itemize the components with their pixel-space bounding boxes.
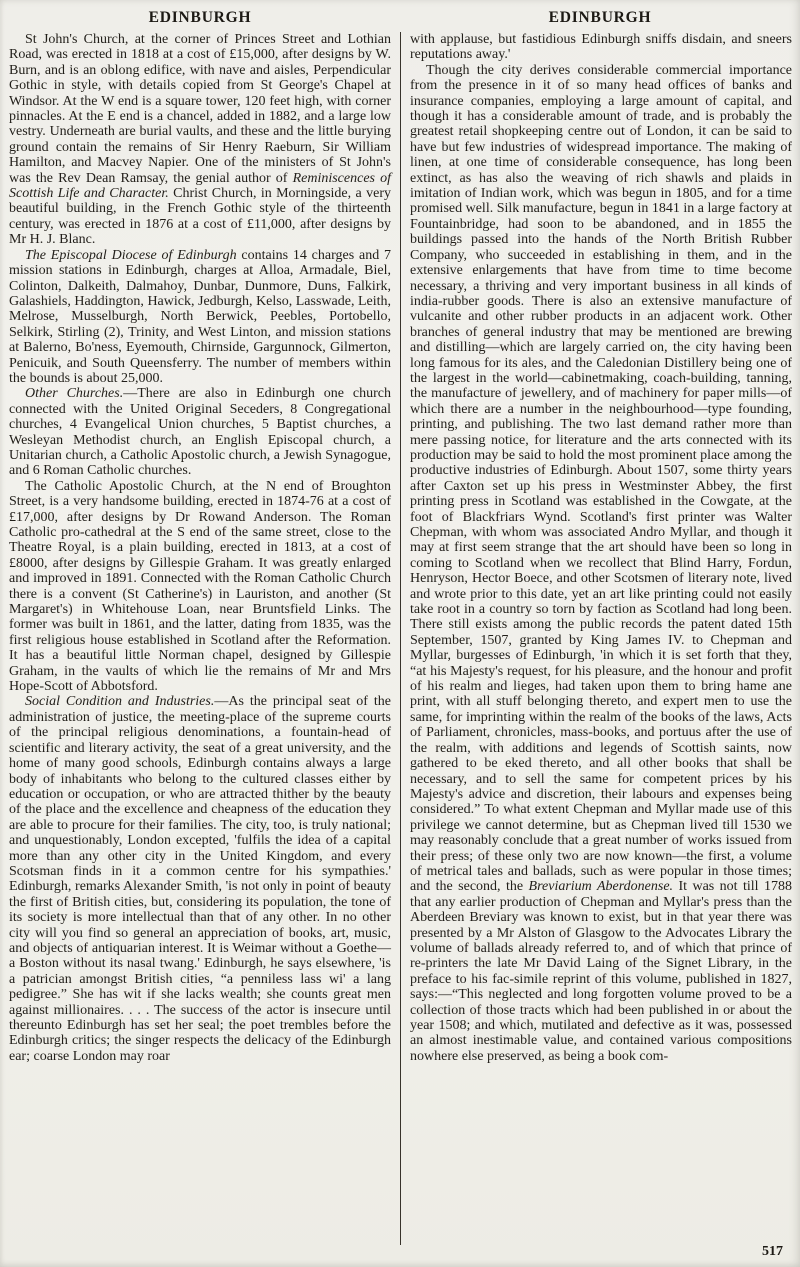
text-run: St John's Church, at the corner of Princes Street and Lothian Road, was erected in 1818 at a cost of £15,000, after designs by W. Burn, and is an oblong edifice, with nave and aisles, Perpendicular Gothic in style, with details copied from St George's Chapel at Windsor. At the W end is a square tower, 120 feet high, with corner pinnacles. At the E end is a chancel, added in 1882, and a large low vestry. Underneath are burial vaults, and these and the little burying ground contain the remains of Sir Henry Raeburn, Sir William Hamilton, and Macvey Napier. One of the ministers of St John's was the Rev Dean Ramsay, the genial author of — [9, 32, 391, 186]
paragraph — [410, 32, 792, 63]
running-head-right: EDINBURGH — [548, 9, 652, 26]
italic-phrase: The Episcopal Diocese of Edinburgh — [25, 247, 237, 263]
page-number: 517 — [762, 1244, 783, 1259]
paragraph — [9, 248, 391, 387]
paragraph — [9, 694, 391, 1064]
text-run: with applause, but fastidious Edinburgh sniffs disdain, and sneers reputations away.' — [410, 32, 792, 63]
text-run: Christ Church, in Morningside, a very beautiful building, in the French Gothic style of the thirteenth century, was erected in 1876 at a cost of £11,000, after designs by Mr H. J. Blanc. — [9, 186, 391, 248]
running-head-left: EDINBURGH — [148, 9, 252, 26]
text-run: Though the city derives considerable commercial importance from the presence in it of so many head offices of banks and insurance companies, employing a large amount of capital, and though it has a considerable amount of trade, and is probably the greatest retail shopkeeping centre out of London, it can be said to have but few industries of widespread importance. The making of linen, at one time of considerable consequence, has long been extinct, as has also the weaving of rich shawls and plaids in imitation of Indian work, which was begun in 1805, and for a time promised well. Silk manufacture, begun in 1841 in a large factory at Fountainbridge, had soon to be abandoned, and in 1855 the buildings passed into the hands of the North British Rubber Company, who succeeded in establishing in them, and in the extensive enlargements that have from time to time become necessary, a thriving and very important business in all kinds of india-rubber goods. There is also an extensive manufacture of vulcanite and other rubber products in an adjacent work. Other branches of general industry that may be mentioned are brewing and distilling—which are largely carried on, the city having been long famous for its ales, and the Caledonian Distillery being one of the largest in the world—cabinetmaking, coach-building, tanning, the manufacture of jewellery, and of machinery for paper mills—of which there are a number in the neighbourhood—type founding, printing, and publishing. The two last demand rather more than mere passing notice, for literature and the arts connected with its production may be said to hold the most prominent place among the productive industries of Edinburgh. About 1507, some thirty years after Caxton set up his press in Westminster Abbey, the first printing press in Scotland was established in the Cowgate, at the foot of Blackfriars Wynd. Scotland's first printer was Walter Chepman, with whom was associated Andro Myllar, and though it may at first seem strange that the art should have been so long in coming to Scotland when we recollect that Blind Harry, Fordun, Henryson, Hector Boece, and other Scotsmen of literary note, lived and wrote prior to this date, yet an art like printing could not easily take root in a country so torn by faction as Scotland had long been. There still exists among the public records the patent dated 15th September, 1507, granted by King James IV. to Chepman and Myllar, burgesses of Edinburgh, 'in which it is set forth that they, “at his Majesty's request, for his pleasure, and the honour and profit of his realm and lieges, had taken upon them to bring hame ane print, with all stuff belonging thereto, and expert men to use the same, for imprinting within the realm of the books of the laws, Acts of Parliament, chronicles, mass-books, and portuus after the use of the realm, with additions and legends of Scottish saints, now gathered to be eked thereto, and all other books that shall be necessary, and to sell the same for competent prices by his Majesty's advice and discretion, their labours and expenses being considered.” To what extent Chepman and Myllar made use of this privilege we cannot determine, but as Chepman lived till 1530 we may reasonably conclude that a great number of works issued from their press; of these only two are now known—the first, a volume of metrical tales and ballads, such as were popular in those times; and the second, the — [410, 62, 792, 895]
paragraph — [410, 63, 792, 1064]
left-column — [9, 32, 400, 1245]
italic-phrase: Social Condition and Industries. — [25, 694, 215, 710]
text-run: —As the principal seat of the administration of justice, the meeting-place of the supreme courts of the principal religious denominations, a fountain-head of scientific and literary activity, the seat of a great university, and the home of many good schools, Edinburgh contains always a large body of inhabitants who belong to the cultured classes either by education or occupation, or who are attracted thither by the beauty of the place and the excellence and cheapness of the education they are able to procure for their families. The city, too, is truly national; and unquestionably, London excepted, 'fulfils the idea of a capital more than any other city in the United Kingdom, and every Scotsman finds in it a common centre for his sympathies.' Edinburgh, remarks Alexander Smith, 'is not only in point of beauty the first of British cities, but, considering its population, the tone of its society is more intellectual than that of any other. In no other city will you find so general an appreciation of books, art, music, and objects of antiquarian interest. It is Weimar without a Goethe—a Boston without its nasal twang.' Edinburgh, he says elsewhere, 'is a patrician amongst British cities, “a penniless lass wi' a lang pedigree.” She has wit if she lacks wealth; she counts great men against millionaires. . . . The success of the actor is insecure until thereunto Edinburgh has set her seal; the poet trembles before the Edinburgh critics; the singer respects the delicacy of the Edinburgh ear; coarse London may roar — [9, 694, 392, 1064]
right-column — [401, 32, 792, 1245]
italic-phrase: Other Churches. — [25, 386, 124, 402]
paragraph — [9, 479, 391, 695]
italic-phrase: Breviarium Aberdonense. — [528, 879, 674, 895]
paragraph — [9, 32, 391, 248]
text-columns — [0, 27, 800, 1245]
italic-phrase: Reminiscences of Scottish Life and Character. — [9, 170, 392, 202]
text-run: The Catholic Apostolic Church, at the N end of Broughton Street, is a very handsome building, erected in 1874-76 at a cost of £17,000, after designs by Dr Rowand Anderson. The Roman Catholic pro-cathedral at the S end of the same street, close to the Theatre Royal, is a plain building, erected in 1813, at a cost of £8000, after designs by Gillespie Graham. It was greatly enlarged and improved in 1891. Connected with the Roman Catholic Church there is a convent (St Catherine's) in Lauriston, and another (St Margaret's) in Whitehouse Loan, near Bruntsfield Links. The former was built in 1861, and the latter, dating from 1835, was the first religious house established in Scotland after the Reformation. It has a beautiful little Norman chapel, designed by Gillespie Graham, in the vaults of which lie the remains of Mr and Mrs Hope-Scott of Abbotsford. — [9, 478, 391, 695]
paragraph — [9, 386, 391, 478]
text-run: contains 14 charges and 7 mission stations in Edinburgh, charges at Alloa, Armadale, Biel, Colinton, Dalkeith, Dalmahoy, Dunbar, Dunmore, Duns, Falkirk, Galashiels, Haddington, Hawick, Jedburgh, Kelso, Lasswade, Leith, Melrose, Musselburgh, North Berwick, Peebles, Portobello, Selkirk, Stirling (2), Trinity, and West Linton, and mission stations at Balerno, Bo'ness, Eyemouth, Chirnside, Gargunnock, Gilmerton, Penicuik, and South Queensferry. The number of members within the bounds is about 25,000. — [9, 247, 392, 386]
text-run: It was not till 1788 that any earlier production of Chepman and Myllar's press than the Aberdeen Breviary was known to exist, but in that year there was presented by a Mr Alston of Glasgow to the Advocates Library the volume of ballads already referred to, and of which that prince of re-printers the late Mr David Laing of the Signet Library, in the preface to his fac-simile reprint of this volume, published in 1827, says:—“This neglected and long forgotten volume proved to be a collection of those tracts which had been published in or about the year 1508; and which, mutilated and defective as it was, possessed an almost inestimable value, and contained various compositions nowhere else preserved, as being a book com- — [410, 879, 792, 1064]
running-head-row — [0, 0, 800, 27]
text-run: —There are also in Edinburgh one church connected with the United Original Seceders, 8 Congregational churches, 4 Evangelical Union churches, 5 Baptist churches, a Wesleyan Methodist church, an English Episcopal church, a Unitarian church, a Catholic Apostolic church, a Jewish Synagogue, and 6 Roman Catholic churches. — [9, 386, 391, 479]
